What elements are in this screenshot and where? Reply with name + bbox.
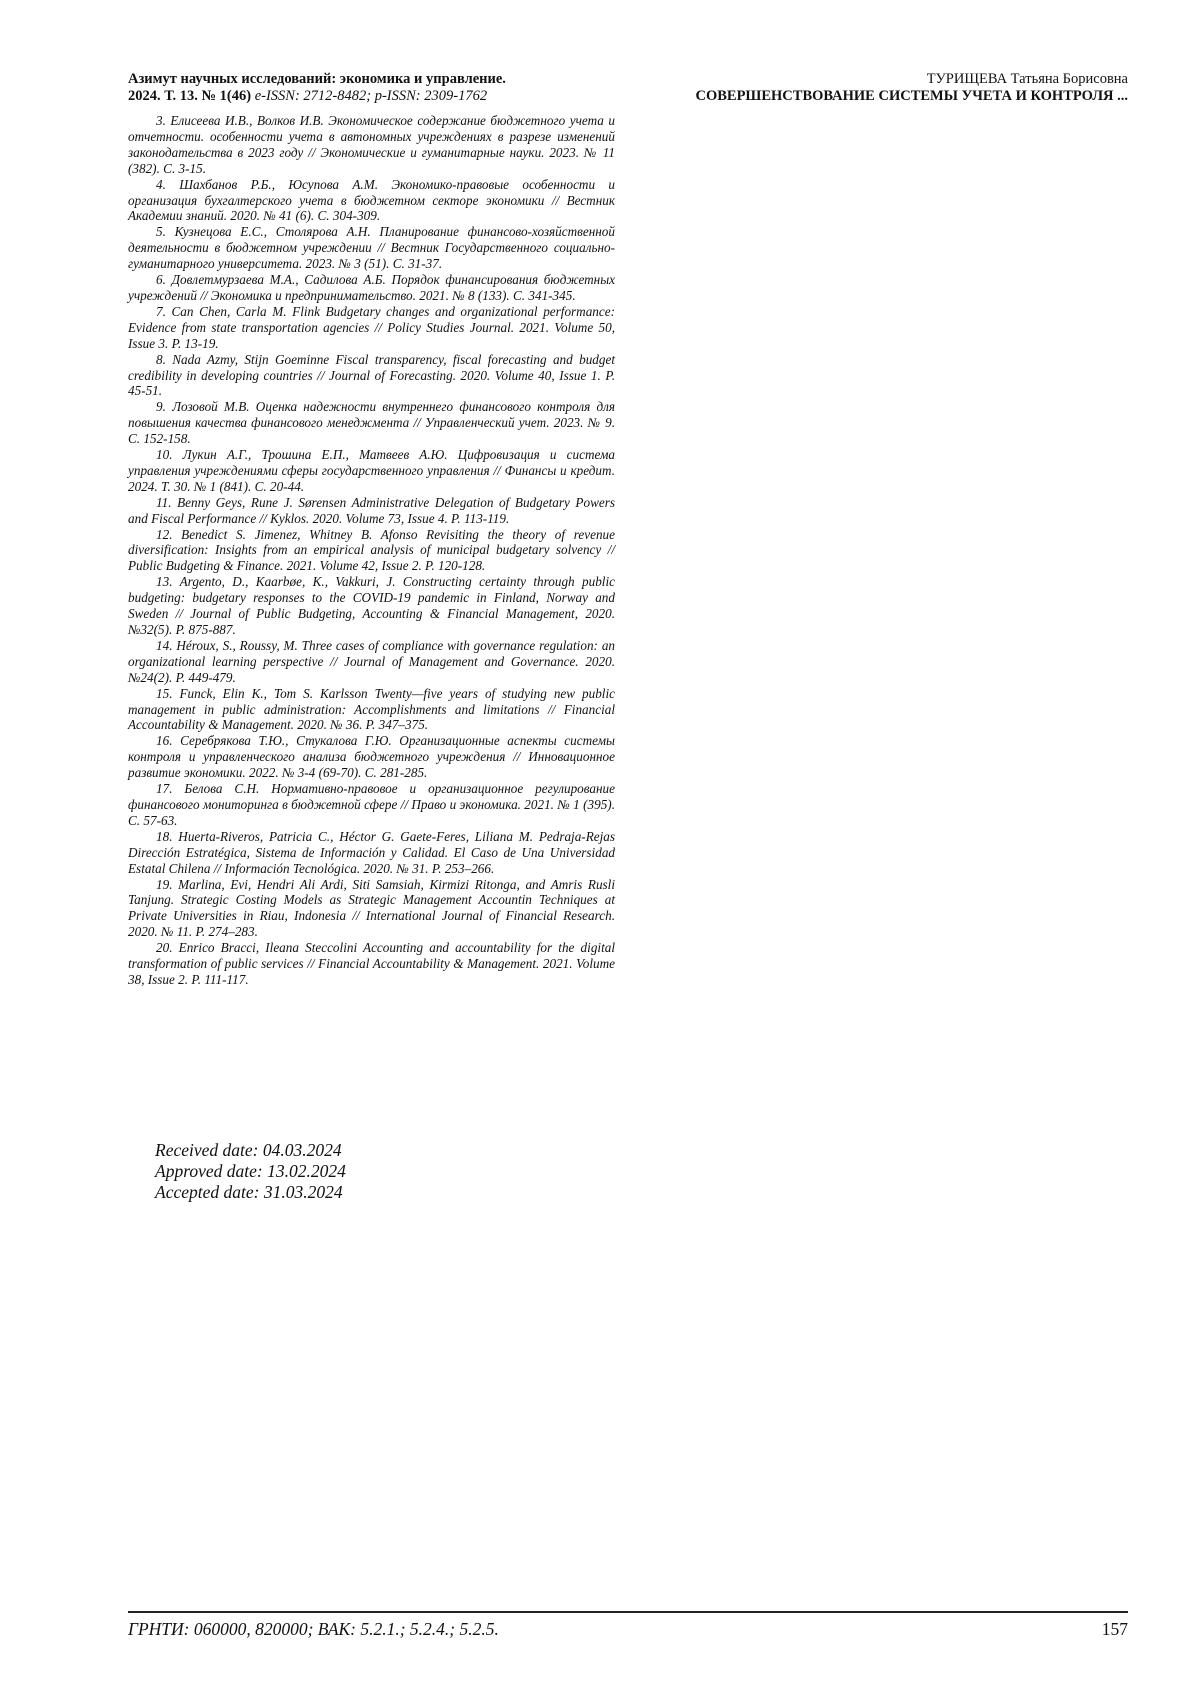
reference-item: 16. Серебрякова Т.Ю., Стукалова Г.Ю. Организационные аспекты системы контроля и управленческого анализа бюджетного учреждения // Инновационное развитие экономики. 2022. № 3-4 (69-70). С. 281-285. xyxy=(128,733,615,781)
footer-divider xyxy=(128,1611,1128,1613)
reference-item: 12. Benedict S. Jimenez, Whitney B. Afonso Revisiting the theory of revenue diversification: Insights from an empirical analysis of municipal budgetary solvency // Public Budgeting & Finance. 2021. Volume 42, Issue 2. P. 120-128. xyxy=(128,526,615,574)
issue-number: 2024. Т. 13. № 1(46) xyxy=(128,88,252,104)
reference-item: 15. Funck, Elin K., Tom S. Karlsson Twenty—five years of studying new public management in public administration: Accomplishments and limitations // Financial Accountability & Management. 2020. № 36. P. 347–375. xyxy=(128,685,615,733)
page-number: 157 xyxy=(1101,1619,1128,1639)
reference-item: 10. Лукин А.Г., Трошина Е.П., Матвеев А.Ю. Цифровизация и система управления учреждениями сферы государственного управления // Финансы и кредит. 2024. Т. 30. № 1 (841). С. 20-44. xyxy=(128,447,615,494)
author-name: ТУРИЩЕВА Татьяна Борисовна xyxy=(926,71,1128,87)
footer-classification: ГРНТИ: 060000, 820000; ВАК: 5.2.1.; 5.2.4.; 5.2.5. xyxy=(128,1619,499,1639)
reference-item: 7. Can Chen, Carla M. Flink Budgetary changes and organizational performance: Evidence from state transportation agencies // Policy Studies Journal. 2021. Volume 50, Issue 3. P. 13-19. xyxy=(128,303,615,351)
reference-item: 9. Лозовой М.В. Оценка надежности внутреннего финансового контроля для повышения качества финансового менеджмента // Управленческий учет. 2023. № 9. С. 152-158. xyxy=(128,399,615,447)
reference-item: 3. Елисеева И.В., Волков И.В. Экономическое содержание бюджетного учета и отчетности. особенности учета в автономных учреждениях в разрезе изменений законодательства в 2023 году // Экономические и гуманитарные науки. 2023. № 11 (382). С. 3-15. xyxy=(128,113,615,176)
reference-item: 20. Enrico Bracci, Ileana Steccolini Accounting and accountability for the digital transformation of public services // Financial Accountability & Management. 2021. Volume 38, Issue 2. P. 111-117. xyxy=(128,940,615,987)
header-article-info xyxy=(568,71,1128,105)
reference-item: 18. Huerta-Riveros, Patricia C., Héctor G. Gaete-Feres, Liliana M. Pedraja-Rejas Dirección Estratégica, Sistema de Información y Calidad. El Caso de Una Universidad Estatal Chilena // Información Tecnológica. 2020. № 31. P. 253–266. xyxy=(128,828,615,876)
reference-item: 11. Benny Geys, Rune J. Sørensen Administrative Delegation of Budgetary Powers and Fiscal Performance // Kyklos. 2020. Volume 73, Issue 4. P. 113-119. xyxy=(128,494,615,526)
issn: e-ISSN: 2712-8482; p-ISSN: 2309-1762 xyxy=(254,88,488,104)
reference-item: 6. Довлетмурзаева М.А., Садилова А.Б. Порядок финансирования бюджетных учреждений // Экономика и предпринимательство. 2021. № 8 (133). С. 341-345. xyxy=(128,272,615,303)
reference-item: 5. Кузнецова Е.С., Столярова А.Н. Планирование финансово-хозяйственной деятельности в бюджетном учреждении // Вестник Государственного социально-гуманитарного университета. 2023. № 3 (51). С. 31-37. xyxy=(128,224,615,272)
reference-item: 8. Nada Azmy, Stijn Goeminne Fiscal transparency, fiscal forecasting and budget credibility in developing countries // Journal of Forecasting. 2020. Volume 40, Issue 1. P. 45-51. xyxy=(128,351,615,399)
approved-date: Approved date: 13.02.2024 xyxy=(155,1161,346,1181)
accepted-date: Accepted date: 31.03.2024 xyxy=(155,1182,343,1202)
received-date: Received date: 04.03.2024 xyxy=(155,1140,342,1160)
submission-dates xyxy=(155,1140,346,1203)
reference-item: 17. Белова С.Н. Нормативно-правовое и организационное регулирование финансового мониторинга в бюджетной сфере // Право и экономика. 2021. № 1 (395). С. 57-63. xyxy=(128,781,615,828)
reference-item: 19. Marlina, Evi, Hendri Ali Ardi, Siti Samsiah, Kirmizi Ritonga, and Amris Rusli Tanjung. Strategic Costing Models as Strategic Management Accountin Techniques at Private Universities in Riau, Indonesia // International Journal of Financial Research. 2020. № 11. P. 274–283. xyxy=(128,876,615,940)
reference-item: 13. Argento, D., Kaarbøe, K., Vakkuri, J. Constructing certainty through public budgeting: budgetary responses to the COVID-19 pandemic in Finland, Norway and Sweden // Journal of Public Budgeting, Accounting & Financial Management, 2020. №32(5). P. 875-887. xyxy=(128,574,615,637)
reference-item: 4. Шахбанов Р.Б., Юсупова А.М. Экономико-правовые особенности и организация бухгалтерского учета в бюджетном секторе экономики // Вестник Академии знаний. 2020. № 41 (6). С. 304-309. xyxy=(128,176,615,224)
reference-item: 14. Héroux, S., Roussy, M. Three cases of compliance with governance regulation: an organizational learning perspective // Journal of Management and Governance. 2020. №24(2). P. 449-479. xyxy=(128,637,615,685)
reference-list xyxy=(128,113,615,988)
journal-title: Азимут научных исследований: экономика и управление. xyxy=(128,71,506,87)
article-running-title: СОВЕРШЕНСТВОВАНИЕ СИСТЕМЫ УЧЕТА И КОНТРОЛЯ ... xyxy=(695,88,1128,104)
